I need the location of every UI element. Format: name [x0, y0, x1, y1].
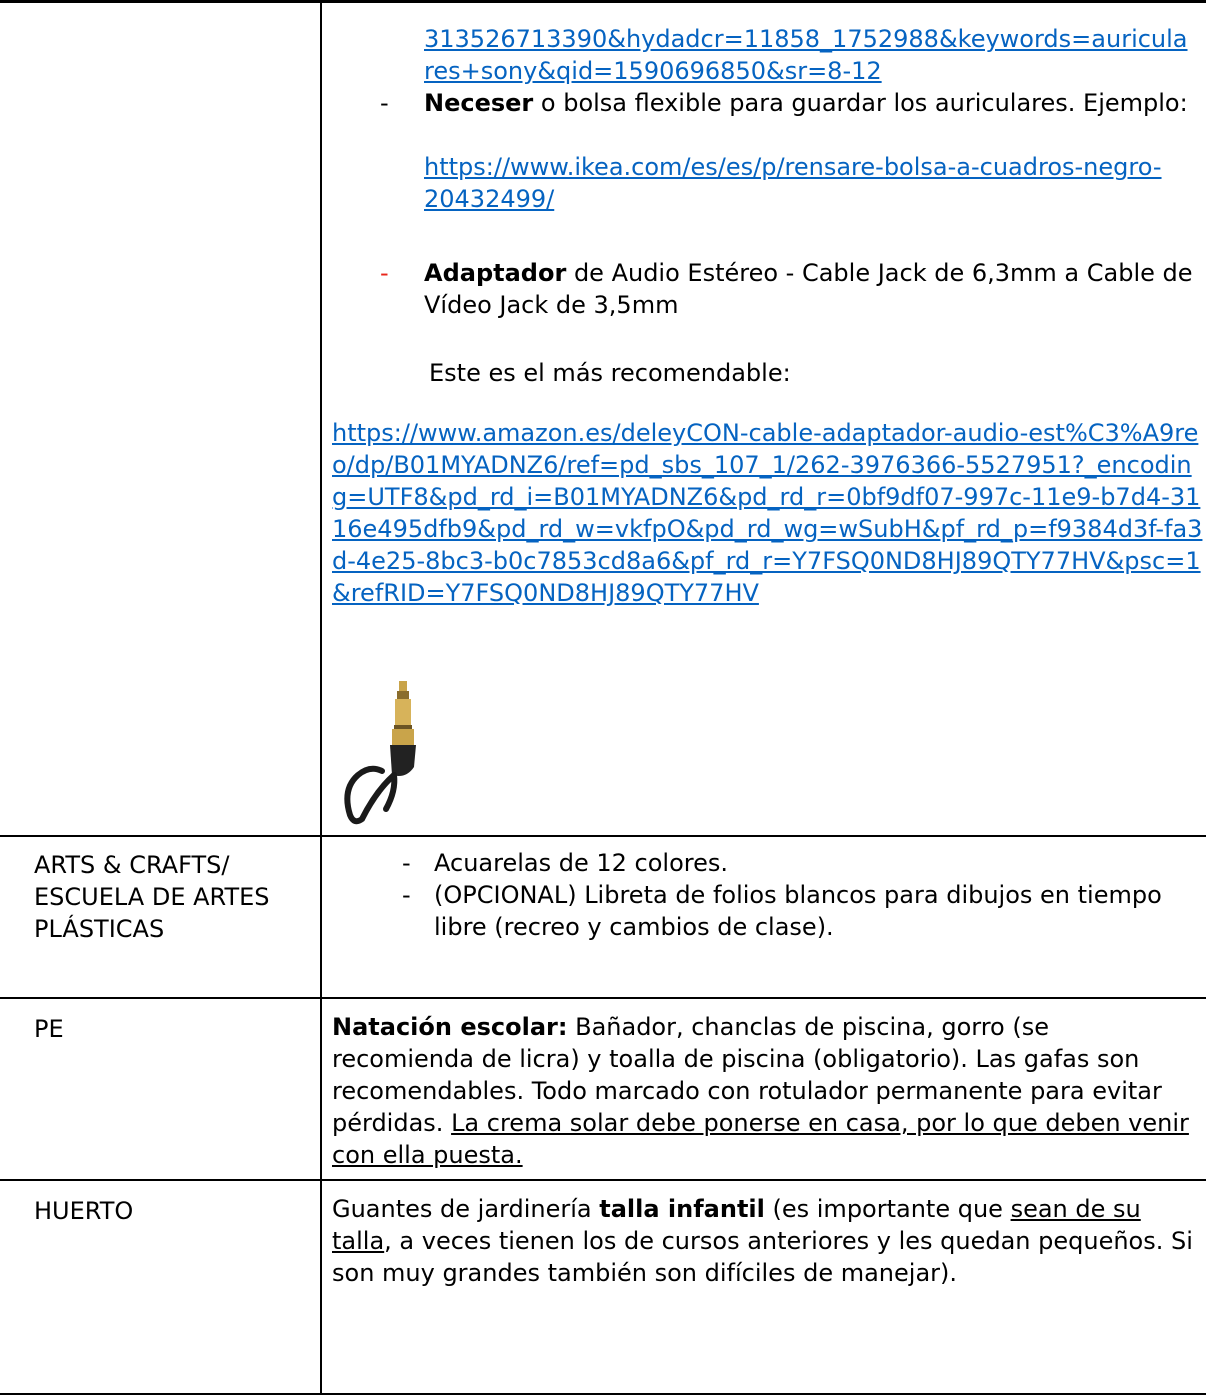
- pe-label-cell: [0, 998, 321, 1180]
- list-dash: -: [402, 849, 411, 877]
- pe-underlined: La crema solar debe ponerse en casa, por lo que deben venir con ella puesta.: [332, 1109, 1189, 1169]
- adapter-item: [424, 257, 1204, 321]
- arts-item-1: Acuarelas de 12 colores.: [434, 849, 728, 877]
- huerto-text-3: , a veces tienen los de cursos anteriores y les quedan pequeños. Si son muy grandes también son difíciles de manejar).: [332, 1227, 1193, 1287]
- huerto-label: HUERTO: [34, 1197, 134, 1225]
- audio-jack-image: [336, 679, 446, 829]
- pe-label: PE: [34, 1015, 64, 1043]
- pe-bold: Natación escolar:: [332, 1013, 568, 1041]
- arts-content-cell: [321, 836, 1206, 998]
- ikea-link[interactable]: https://www.ikea.com/es/es/p/rensare-bolsa-a-cuadros-negro-20432499/: [424, 153, 1162, 213]
- neceser-item: [424, 87, 1204, 119]
- table-row: [0, 998, 1206, 1180]
- arts-item-2: (OPCIONAL) Libreta de folios blancos para dibujos en tiempo libre (recreo y cambios de clase).: [434, 881, 1162, 941]
- huerto-text-2: (es importante que: [764, 1195, 1011, 1223]
- sony-headphones-link[interactable]: 313526713390&hydadcr=11858_1752988&keywords=auriculares+sony&qid=1590696850&sr=8-12: [424, 25, 1188, 85]
- huerto-label-cell: [0, 1180, 321, 1394]
- huerto-bold: talla infantil: [599, 1195, 765, 1223]
- recommended-text: Este es el más recomendable:: [429, 359, 791, 387]
- amazon-link[interactable]: https://www.amazon.es/deleyCON-cable-adaptador-audio-est%C3%A9reo/dp/B01MYADNZ6/ref=pd_sbs_107_1/262-3976366-5527951?_encoding=UTF8&pd_rd_i=B01MYADNZ6&pd_rd_r=0bf9df07-997c-11e9-b7d4-3116e495dfb9&pd_rd_w=vkfpO&pd_rd_wg=wSubH&pf_rd_p=f9384d3f-fa3d-4e25-8bc3-b0c7853cd8a6&pf_rd_r=Y7FSQ0ND8HJ89QTY77HV&psc=1&refRID=Y7FSQ0ND8HJ89QTY77HV: [332, 419, 1203, 607]
- huerto-content-cell: [321, 1180, 1206, 1394]
- adapter-bold: Adaptador: [424, 259, 567, 287]
- huerto-underlined: sean de su talla: [332, 1195, 1141, 1255]
- table-row: [0, 2, 1206, 837]
- list-dash: -: [380, 89, 389, 117]
- neceser-bold: Neceser: [424, 89, 534, 117]
- list-dash: -: [402, 881, 411, 909]
- arts-label-cell: [0, 836, 321, 998]
- table-row: [0, 836, 1206, 998]
- huerto-text-1: Guantes de jardinería: [332, 1195, 600, 1223]
- headphones-cell: [321, 2, 1206, 837]
- huerto-text: [322, 1181, 1206, 1393]
- neceser-text: o bolsa flexible para guardar los auriculares. Ejemplo:: [533, 89, 1188, 117]
- adapter-text: de Audio Estéreo - Cable Jack de 6,3mm a Cable de Vídeo Jack de 3,5mm: [424, 259, 1193, 319]
- pe-content-cell: [321, 998, 1206, 1180]
- pe-body: Bañador, chanclas de piscina, gorro (se recomienda de licra) y toalla de piscina (obligatorio). Las gafas son recomendables. Todo marcado con rotulador permanente para evitar pérdidas.: [332, 1013, 1162, 1137]
- list-dash-red: -: [380, 259, 389, 287]
- empty-label-cell: [0, 2, 321, 837]
- table-row: [0, 1180, 1206, 1394]
- pe-text: [322, 999, 1206, 1179]
- arts-label: ARTS & CRAFTS/ ESCUELA DE ARTES PLÁSTICAS: [34, 851, 270, 943]
